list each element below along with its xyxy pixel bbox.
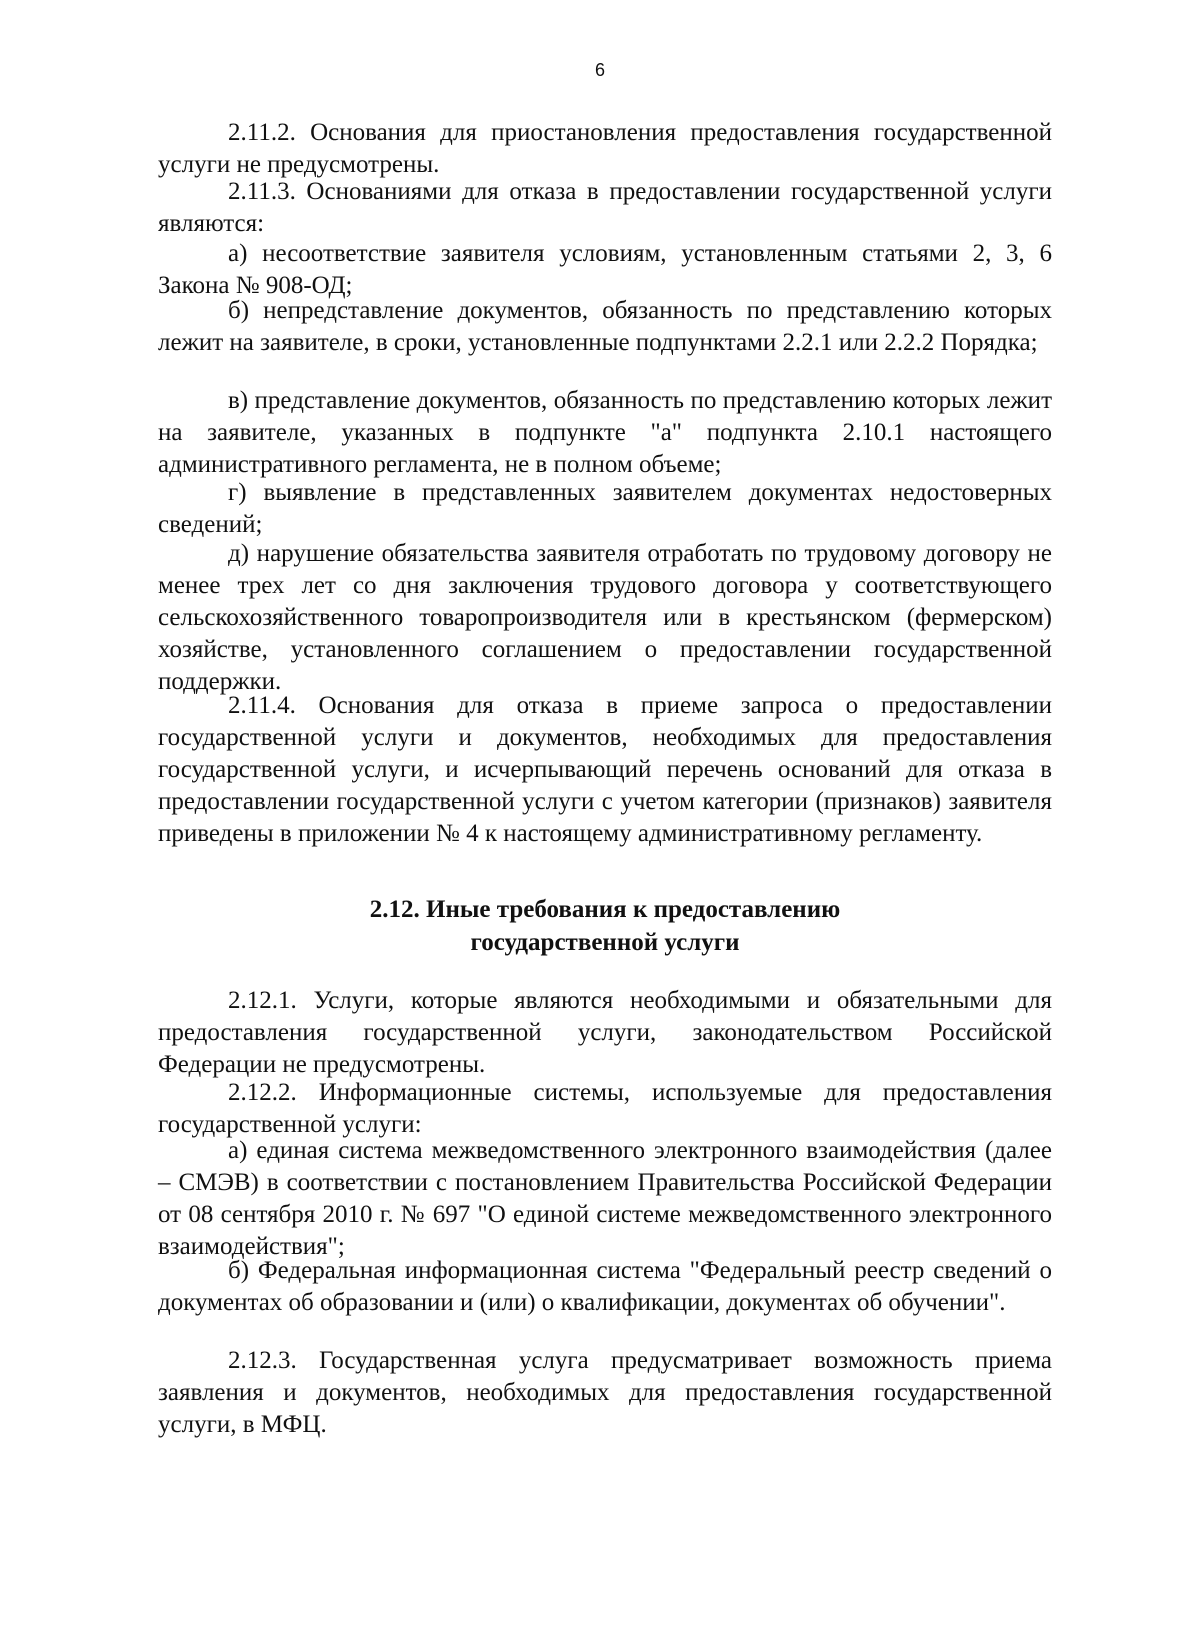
list-item-a: а) несоответствие заявителя условиям, установленным статьями 2, 3, 6 Закона № 908-ОД; xyxy=(158,240,1052,299)
paragraph-2-11-4: 2.11.4. Основания для отказа в приеме запроса о предоставлении государственной услуги и документов, необходимых для предоставления государственной услуги, и исчерпывающий перечень оснований для отказа в предоставлении государственной услуги с учетом категории (признаков) заявителя приведены в приложении № 4 к настоящему административному регламенту. xyxy=(158,692,1052,847)
list-item-2-12-2-a: а) единая система межведомственного электронного взаимодействия (далее – СМЭВ) в соответствии с постановлением Правительства Российской Федерации от 08 сентября 2010 г. № 697 "О единой системе межведомственного электронного взаимодействия"; xyxy=(158,1137,1052,1260)
list-item-g: г) выявление в представленных заявителем документах недостоверных сведений; xyxy=(158,479,1052,538)
page-number: 6 xyxy=(594,60,605,80)
list-item-d: д) нарушение обязательства заявителя отработать по трудовому договору не менее трех лет со дня заключения трудового договора у соответствующего сельскохозяйственного товаропроизводителя или в крестьянском (фермерском) хозяйстве, установленного соглашением о предоставлении государственной поддержки. xyxy=(158,540,1052,695)
paragraph-2-12-2: 2.12.2. Информационные системы, используемые для предоставления государственной услуги: xyxy=(158,1079,1052,1138)
list-item-2-12-2-b: б) Федеральная информационная система "Федеральный реестр сведений о документах об образовании и (или) о квалификации, документах об обучении". xyxy=(158,1257,1052,1316)
list-item-v: в) представление документов, обязанность по представлению которых лежит на заявителе, указанных в подпункте "а" подпункта 2.10.1 настоящего административного регламента, не в полном объеме; xyxy=(158,387,1052,478)
paragraph-2-11-2: 2.11.2. Основания для приостановления предоставления государственной услуги не предусмотрены. xyxy=(158,119,1052,178)
list-item-b: б) непредставление документов, обязанность по представлению которых лежит на заявителе, в сроки, установленные подпунктами 2.2.1 или 2.2.2 Порядка; xyxy=(158,297,1052,356)
paragraph-2-11-3: 2.11.3. Основаниями для отказа в предоставлении государственной услуги являются: xyxy=(158,178,1052,237)
paragraph-2-12-3: 2.12.3. Государственная услуга предусматривает возможность приема заявления и документов, необходимых для предоставления государственной услуги, в МФЦ. xyxy=(158,1347,1052,1438)
section-heading-line-1: 2.12. Иные требования к предоставлению xyxy=(369,896,841,923)
section-heading-line-2: государственной услуги xyxy=(470,929,740,956)
section-heading xyxy=(158,893,1052,959)
paragraph-2-12-1: 2.12.1. Услуги, которые являются необходимыми и обязательными для предоставления государственной услуги, законодательством Российской Федерации не предусмотрены. xyxy=(158,987,1052,1078)
